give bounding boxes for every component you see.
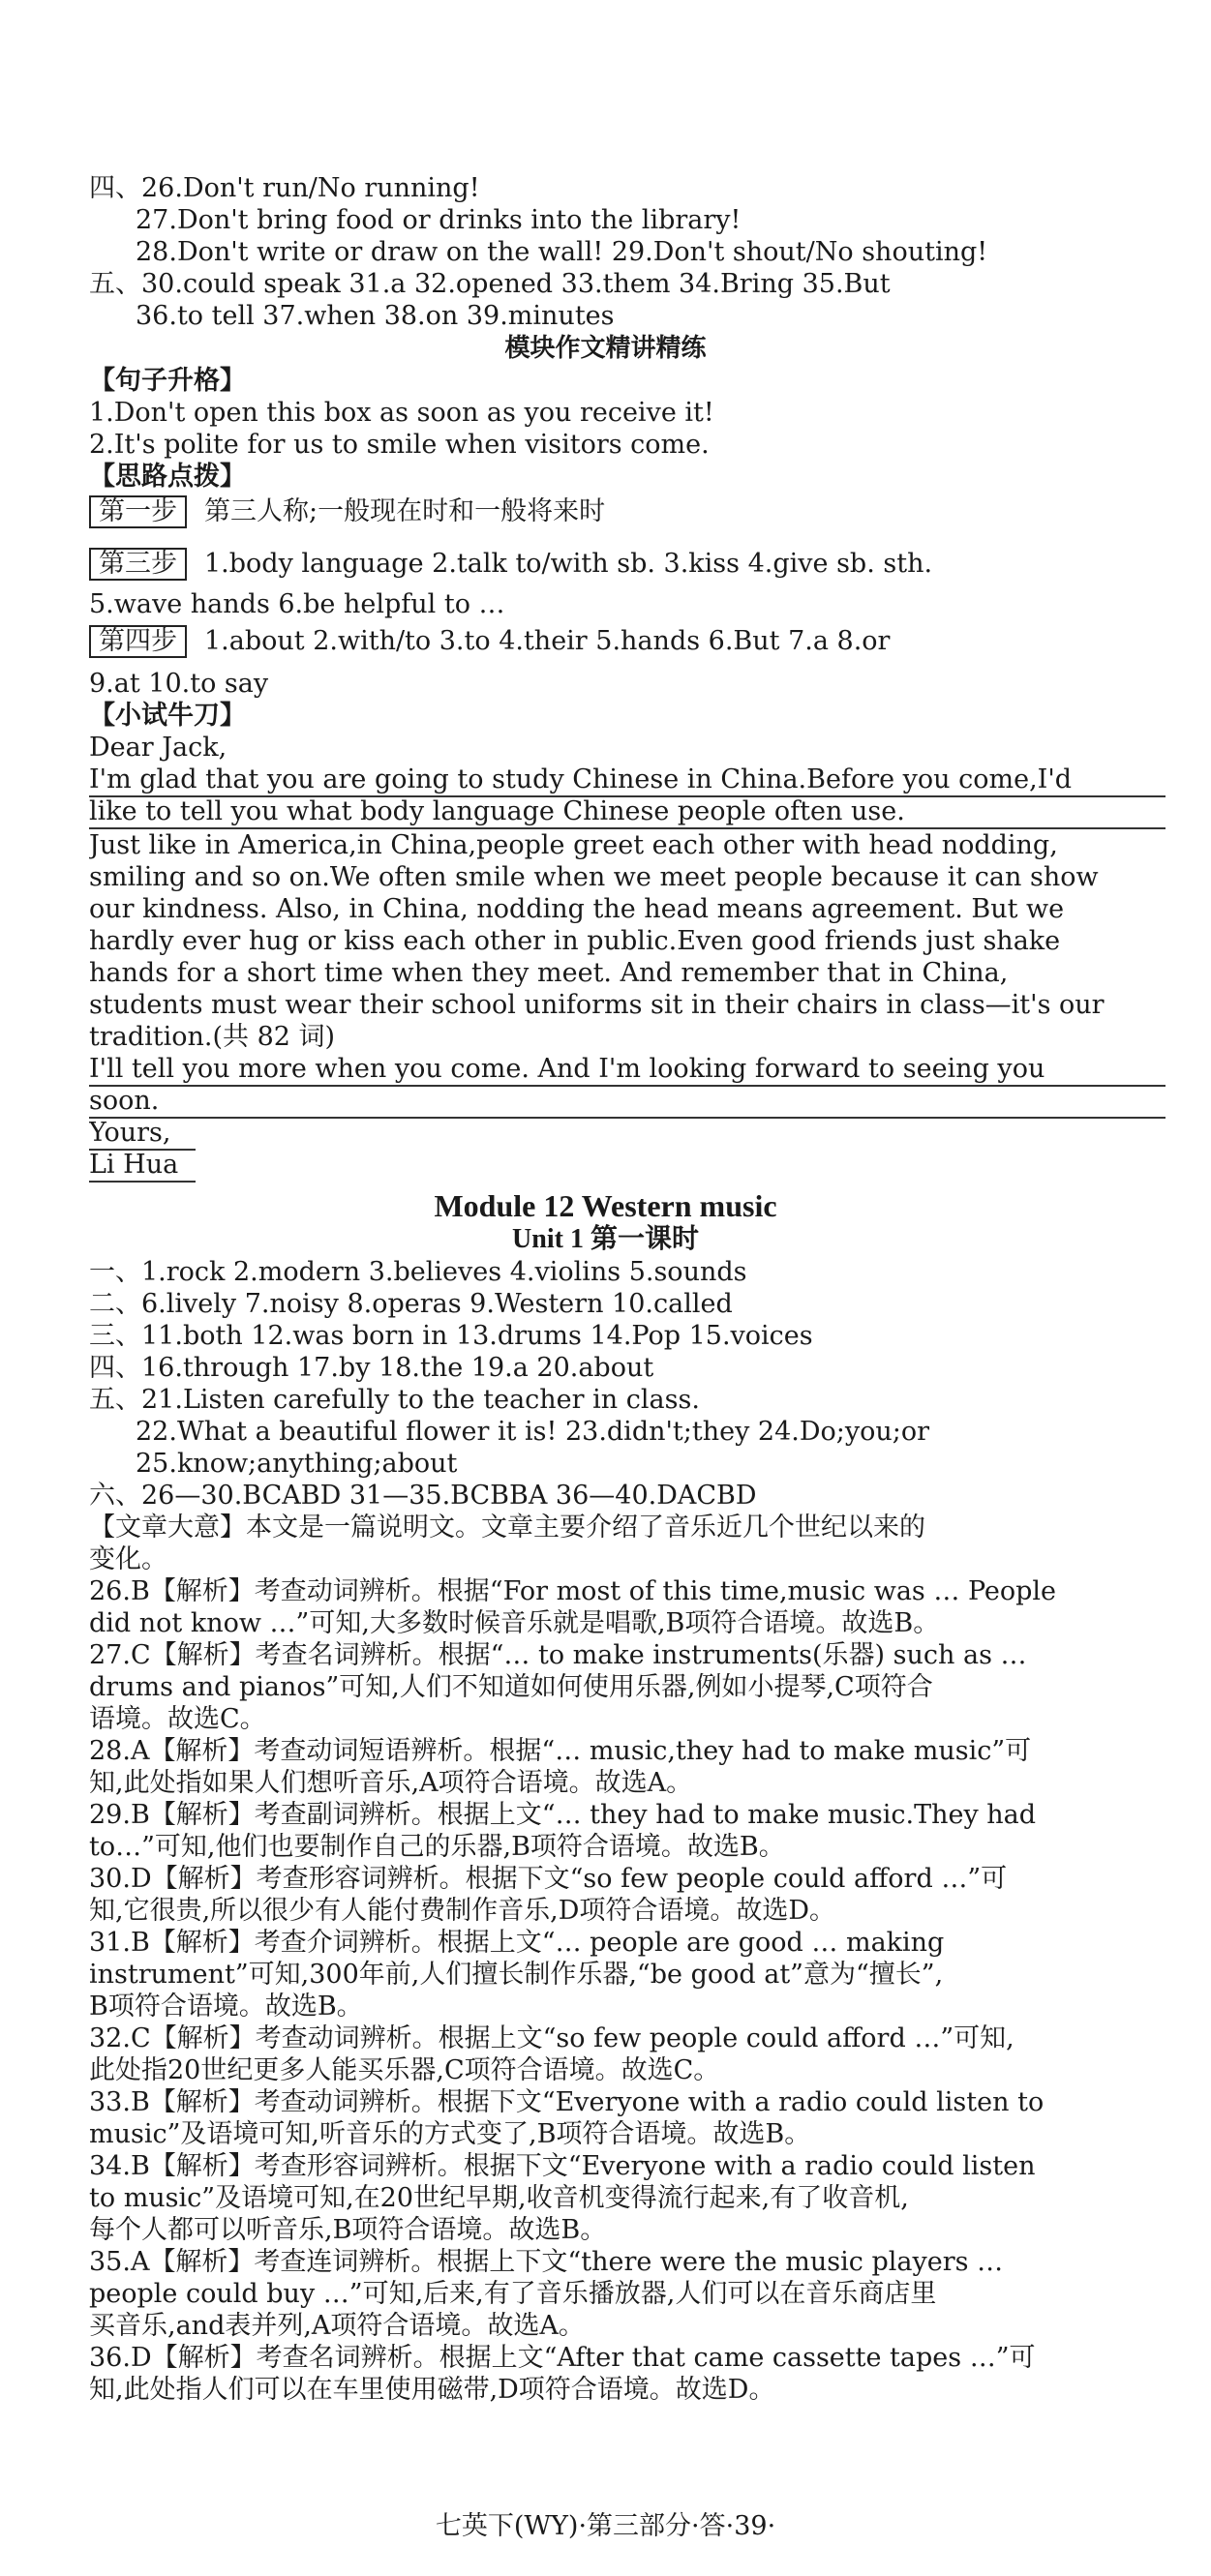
- explanation-line: 35.A【解析】考查连词辨析。根据上下文“there were the music players …: [89, 2247, 1004, 2277]
- explanation-line: 知,此处指如果人们想听音乐,A项符合语境。故选A。: [89, 1768, 693, 1798]
- answer-line: 四、26.Don't run/No running!: [89, 173, 480, 203]
- step-row: [89, 495, 1166, 528]
- answer-line: 二、6.lively 7.noisy 8.operas 9.Western 10.called: [89, 1289, 733, 1319]
- heading-sentence-upgrade: 【句子升格】: [89, 366, 246, 396]
- answer-line: 一、1.rock 2.modern 3.believes 4.violins 5.sounds: [89, 1257, 747, 1287]
- step-text: 1.body language 2.talk to/with sb. 3.kiss 4.give sb. sth.: [204, 549, 933, 579]
- explanation-line: music”及语境可知,听音乐的方式变了,B项符合语境。故选B。: [89, 2119, 811, 2149]
- answer-line: 四、16.through 17.by 18.the 19.a 20.about: [89, 1353, 654, 1383]
- explanation-line: 30.D【解析】考查形容词辨析。根据下文“so few people could afford …”可: [89, 1864, 1008, 1894]
- letter-line: I'm glad that you are going to study Chinese in China.Before you come,I'd: [89, 764, 1166, 797]
- explanation-line: 知,它很贵,所以很少有人能付费制作音乐,D项符合语境。故选D。: [89, 1896, 836, 1926]
- explanation-line: 28.A【解析】考查动词短语辨析。根据“… music,they had to make music”可: [89, 1736, 1032, 1766]
- answer-line: 9.at 10.to say: [89, 669, 269, 699]
- step-text: 1.about 2.with/to 3.to 4.their 5.hands 6.But 7.a 8.or: [204, 626, 891, 656]
- summary-line: 变化。: [89, 1544, 167, 1574]
- explanation-line: 33.B【解析】考查动词辨析。根据下文“Everyone with a radio could listen to: [89, 2087, 1044, 2117]
- explanation-line: did not know …”可知,大多数时候音乐就是唱歌,B项符合语境。故选B。: [89, 1608, 940, 1638]
- unit-title: Unit 1 第一课时: [512, 1224, 699, 1254]
- letter-line: soon.: [89, 1085, 1166, 1119]
- answer-line: 1.Don't open this box as soon as you receive it!: [89, 398, 714, 428]
- explanation-line: 29.B【解析】考查副词辨析。根据上文“… they had to make music.They had: [89, 1800, 1037, 1830]
- explanation-line: 26.B【解析】考查动词辨析。根据“For most of this time,music was … People: [89, 1576, 1057, 1606]
- answer-line: 36.to tell 37.when 38.on 39.minutes: [136, 301, 615, 331]
- letter-line: tradition.(共 82 词): [89, 1022, 336, 1052]
- page-footer: 七英下(WY)·第三部分·答·39·: [435, 2511, 776, 2541]
- letter-line: hands for a short time when they meet. And remember that in China,: [89, 958, 1009, 988]
- explanation-line: 语境。故选C。: [89, 1704, 266, 1734]
- letter-line: like to tell you what body language Chinese people often use.: [89, 795, 1166, 829]
- answer-line: 三、11.both 12.was born in 13.drums 14.Pop 15.voices: [89, 1321, 813, 1351]
- module-title: Module 12 Western music: [434, 1188, 777, 1223]
- letter-line: hardly ever hug or kiss each other in public.Even good friends just shake: [89, 926, 1061, 956]
- answer-line: 25.know;anything;about: [136, 1449, 458, 1479]
- answer-line: 六、26—30.BCABD 31—35.BCBBA 36—40.DACBD: [89, 1481, 757, 1511]
- explanation-line: drums and pianos”可知,人们不知道如何使用乐器,例如小提琴,C项符合: [89, 1672, 933, 1702]
- explanation-line: people could buy …”可知,后来,有了音乐播放器,人们可以在音乐商店里: [89, 2279, 937, 2309]
- explanation-line: 32.C【解析】考查动词辨析。根据上文“so few people could afford …”可知,: [89, 2023, 1014, 2053]
- explanation-line: 每个人都可以听音乐,B项符合语境。故选B。: [89, 2215, 607, 2245]
- letter-line: I'll tell you more when you come. And I'm looking forward to seeing you: [89, 1053, 1166, 1087]
- answer-line: 五、21.Listen carefully to the teacher in class.: [89, 1385, 700, 1415]
- explanation-line: to music”及语境可知,在20世纪早期,收音机变得流行起来,有了收音机,: [89, 2183, 909, 2213]
- explanation-line: 买音乐,and表并列,A项符合语境。故选A。: [89, 2311, 585, 2341]
- letter-line: Li Hua: [89, 1149, 196, 1183]
- heading-ideas: 【思路点拨】: [89, 462, 246, 492]
- explanation-line: 27.C【解析】考查名词辨析。根据“… to make instruments(乐器) such as …: [89, 1640, 1027, 1670]
- answer-line: 2.It's polite for us to smile when visitors come.: [89, 430, 710, 460]
- letter-line: Dear Jack,: [89, 733, 227, 763]
- explanation-line: B项符合语境。故选B。: [89, 1992, 363, 2022]
- letter-line: Yours,: [89, 1117, 196, 1151]
- step-box: 第一步: [89, 495, 187, 528]
- step-row: [89, 625, 1166, 658]
- step-text: 第三人称;一般现在时和一般将来时: [204, 496, 606, 526]
- explanation-line: instrument”可知,300年前,人们擅长制作乐器,“be good at”意为“擅长”,: [89, 1960, 944, 1990]
- answer-line: 27.Don't bring food or drinks into the library!: [136, 205, 742, 235]
- answer-line: 22.What a beautiful flower it is! 23.didn't;they 24.Do;you;or: [136, 1417, 930, 1447]
- explanation-line: 36.D【解析】考查名词辨析。根据上文“After that came cassette tapes …”可: [89, 2343, 1036, 2373]
- explanation-line: 34.B【解析】考查形容词辨析。根据下文“Everyone with a radio could listen: [89, 2151, 1036, 2181]
- answer-line: 五、30.could speak 31.a 32.opened 33.them 34.Bring 35.But: [89, 269, 891, 299]
- explanation-line: 31.B【解析】考查介词辨析。根据上文“… people are good … making: [89, 1928, 945, 1958]
- letter-line: students must wear their school uniforms sit in their chairs in class—it's our: [89, 990, 1105, 1020]
- answer-line: 5.wave hands 6.be helpful to …: [89, 589, 505, 619]
- letter-line: our kindness. Also, in China, nodding the head means agreement. But we: [89, 894, 1065, 924]
- summary-line: 【文章大意】本文是一篇说明文。文章主要介绍了音乐近几个世纪以来的: [89, 1513, 925, 1543]
- step-box: 第四步: [89, 625, 187, 658]
- explanation-line: 此处指20世纪更多人能买乐器,C项符合语境。故选C。: [89, 2055, 720, 2085]
- explanation-line: 知,此处指人们可以在车里使用磁带,D项符合语境。故选D。: [89, 2375, 775, 2405]
- heading-try: 【小试牛刀】: [89, 701, 246, 731]
- step-row: [89, 548, 1166, 581]
- letter-line: smiling and so on.We often smile when we meet people because it can show: [89, 862, 1099, 892]
- answer-line: 28.Don't write or draw on the wall! 29.Don't shout/No shouting!: [136, 237, 988, 267]
- section-title: 模块作文精讲精练: [504, 334, 707, 363]
- step-box: 第三步: [89, 548, 187, 581]
- letter-line: Just like in America,in China,people greet each other with head nodding,: [89, 830, 1058, 860]
- explanation-line: to…”可知,他们也要制作自己的乐器,B项符合语境。故选B。: [89, 1832, 785, 1862]
